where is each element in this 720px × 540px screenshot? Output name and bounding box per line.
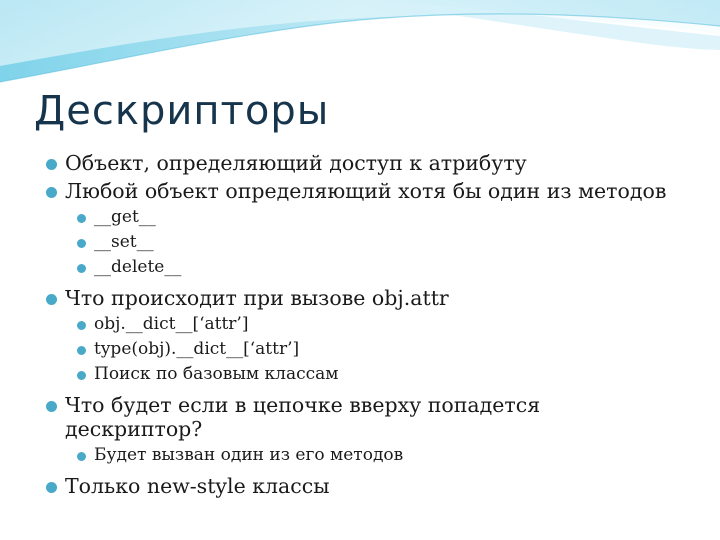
bullet-dot-icon (77, 321, 86, 330)
bullet-dot-icon (46, 482, 57, 493)
sub-bullet-item (77, 445, 706, 466)
bullet-text: Только new-style классы (65, 474, 330, 498)
sub-bullet-item (77, 257, 706, 278)
header-wave-decoration (0, 0, 720, 90)
sub-bullet-item (77, 232, 706, 253)
bullet-dot-icon (46, 294, 57, 305)
sub-bullet-text: Будет вызван один из его методов (94, 445, 404, 465)
sub-bullet-text: type(obj).__dict__[‘attr’] (94, 339, 300, 359)
bullet-item (46, 286, 706, 310)
sub-bullet-item (77, 207, 706, 228)
bullet-dot-icon (77, 452, 86, 461)
sub-bullet-item (77, 339, 706, 360)
bullet-dot-icon (46, 401, 57, 412)
bullet-text: Что будет если в цепочке вверху попадется дескриптор? (65, 393, 541, 441)
bullet-item (46, 151, 706, 175)
sub-bullet-text: __get__ (94, 207, 156, 227)
bullet-dot-icon (77, 239, 86, 248)
bullet-text: Любой объект определяющий хотя бы один из методов (65, 179, 667, 203)
bullet-dot-icon (77, 264, 86, 273)
bullet-dot-icon (77, 346, 86, 355)
bullet-dot-icon (46, 187, 57, 198)
bullet-text: Что происходит при вызове obj.attr (65, 286, 449, 310)
sub-bullet-text: obj.__dict__[‘attr’] (94, 314, 249, 334)
sub-bullet-item (77, 364, 706, 385)
bullet-dot-icon (46, 159, 57, 170)
bullet-item (46, 179, 706, 203)
sub-bullet-text: __set__ (94, 232, 154, 252)
bullet-text: Объект, определяющий доступ к атрибуту (65, 151, 527, 175)
slide-title: Дескрипторы (34, 88, 330, 134)
bullet-item (46, 393, 706, 441)
bullet-list (46, 151, 706, 502)
sub-bullet-text: Поиск по базовым классам (94, 364, 339, 384)
bullet-item (46, 474, 706, 498)
sub-bullet-item (77, 314, 706, 335)
bullet-dot-icon (77, 371, 86, 380)
sub-bullet-text: __delete__ (94, 257, 182, 277)
bullet-dot-icon (77, 214, 86, 223)
